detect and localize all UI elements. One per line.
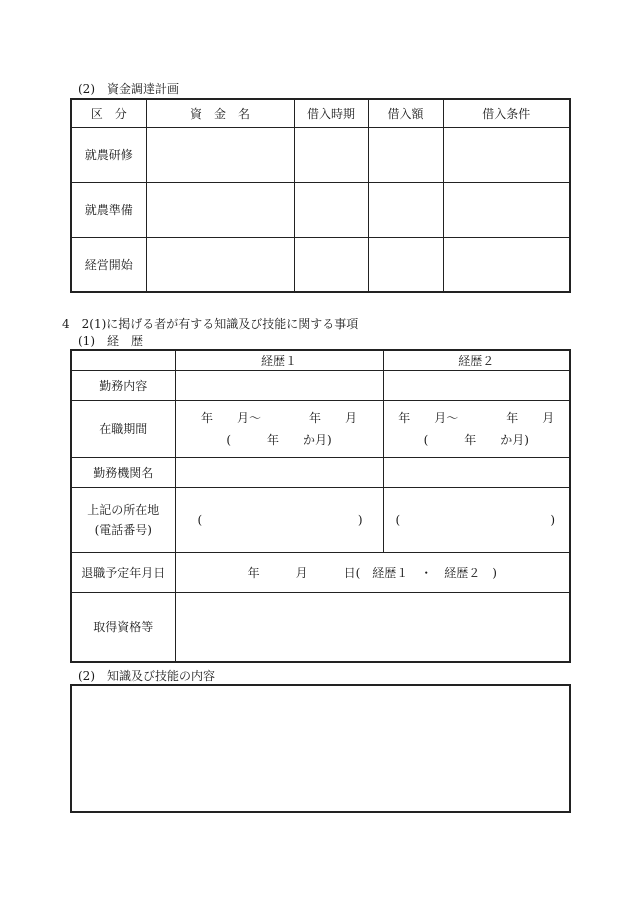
col-header-borrow-amount: 借入額 — [368, 99, 443, 127]
employment-period-2-cell[interactable] — [383, 400, 570, 457]
borrow-terms-cell[interactable] — [443, 237, 570, 292]
paren-open: ( — [197, 512, 203, 527]
borrow-time-cell[interactable] — [294, 182, 368, 237]
finance-plan-heading: (2) 資金調達計画 — [78, 82, 179, 96]
table-row — [71, 370, 570, 400]
col-header-borrow-time: 借入時期 — [294, 99, 368, 127]
col-header-career-1: 経歴１ — [175, 350, 383, 370]
row-label-work-content: 勤務内容 — [71, 370, 175, 400]
address-1-cell[interactable] — [175, 487, 383, 552]
col-header-fund-name: 資 金 名 — [146, 99, 294, 127]
borrow-terms-cell[interactable] — [443, 182, 570, 237]
qualifications-cell[interactable] — [175, 592, 570, 662]
phone-label: (電話番号) — [94, 522, 152, 537]
col-header-category: 区 分 — [71, 99, 146, 127]
table-row — [71, 457, 570, 487]
address-2-cell[interactable] — [383, 487, 570, 552]
work-content-1-cell[interactable] — [175, 370, 383, 400]
row-label-address — [71, 487, 175, 552]
career-table — [70, 349, 571, 663]
period-line-2: ( 年 か月) — [423, 432, 529, 447]
table-row — [71, 487, 570, 552]
employer-name-1-cell[interactable] — [175, 457, 383, 487]
row-label-employment-period: 在職期間 — [71, 400, 175, 457]
borrow-amount-cell[interactable] — [368, 182, 443, 237]
table-row — [71, 592, 570, 662]
table-row — [71, 127, 570, 182]
borrow-terms-cell[interactable] — [443, 127, 570, 182]
fund-name-cell[interactable] — [146, 237, 294, 292]
work-content-2-cell[interactable] — [383, 370, 570, 400]
row-label-preparation: 就農準備 — [71, 182, 146, 237]
period-line-2: ( 年 か月) — [226, 432, 332, 447]
row-label-employer-name: 勤務機関名 — [71, 457, 175, 487]
paren-open: ( — [395, 512, 401, 527]
employer-name-2-cell[interactable] — [383, 457, 570, 487]
row-label-qualifications: 取得資格等 — [71, 592, 175, 662]
career-heading: (1) 経 歴 — [78, 334, 143, 348]
finance-plan-table — [70, 98, 571, 293]
paren-close: ) — [357, 512, 363, 527]
borrow-time-cell[interactable] — [294, 237, 368, 292]
paren-close: ) — [550, 512, 555, 527]
section-4-heading: 4 2(1)に掲げる者が有する知識及び技能に関する事項 — [62, 317, 359, 331]
career-corner-cell — [71, 350, 175, 370]
borrow-time-cell[interactable] — [294, 127, 368, 182]
employment-period-1-cell[interactable] — [175, 400, 383, 457]
skills-heading: (2) 知識及び技能の内容 — [78, 669, 215, 683]
address-label: 上記の所在地 — [87, 502, 160, 517]
row-label-start: 経営開始 — [71, 237, 146, 292]
fund-name-cell[interactable] — [146, 182, 294, 237]
period-line-1: 年 月～ 年 月 — [398, 410, 555, 425]
retirement-date-cell[interactable]: 年 月 日( 経歴１ ・ 経歴２ ) — [175, 552, 570, 592]
borrow-amount-cell[interactable] — [368, 237, 443, 292]
table-row — [71, 182, 570, 237]
row-label-training: 就農研修 — [71, 127, 146, 182]
table-row — [71, 400, 570, 457]
row-label-retirement-date: 退職予定年月日 — [71, 552, 175, 592]
col-header-borrow-terms: 借入条件 — [443, 99, 570, 127]
period-line-1: 年 月～ 年 月 — [200, 410, 357, 425]
table-row — [71, 237, 570, 292]
table-row — [71, 552, 570, 592]
skills-content-box[interactable] — [70, 684, 571, 813]
col-header-career-2: 経歴２ — [383, 350, 570, 370]
borrow-amount-cell[interactable] — [368, 127, 443, 182]
fund-name-cell[interactable] — [146, 127, 294, 182]
